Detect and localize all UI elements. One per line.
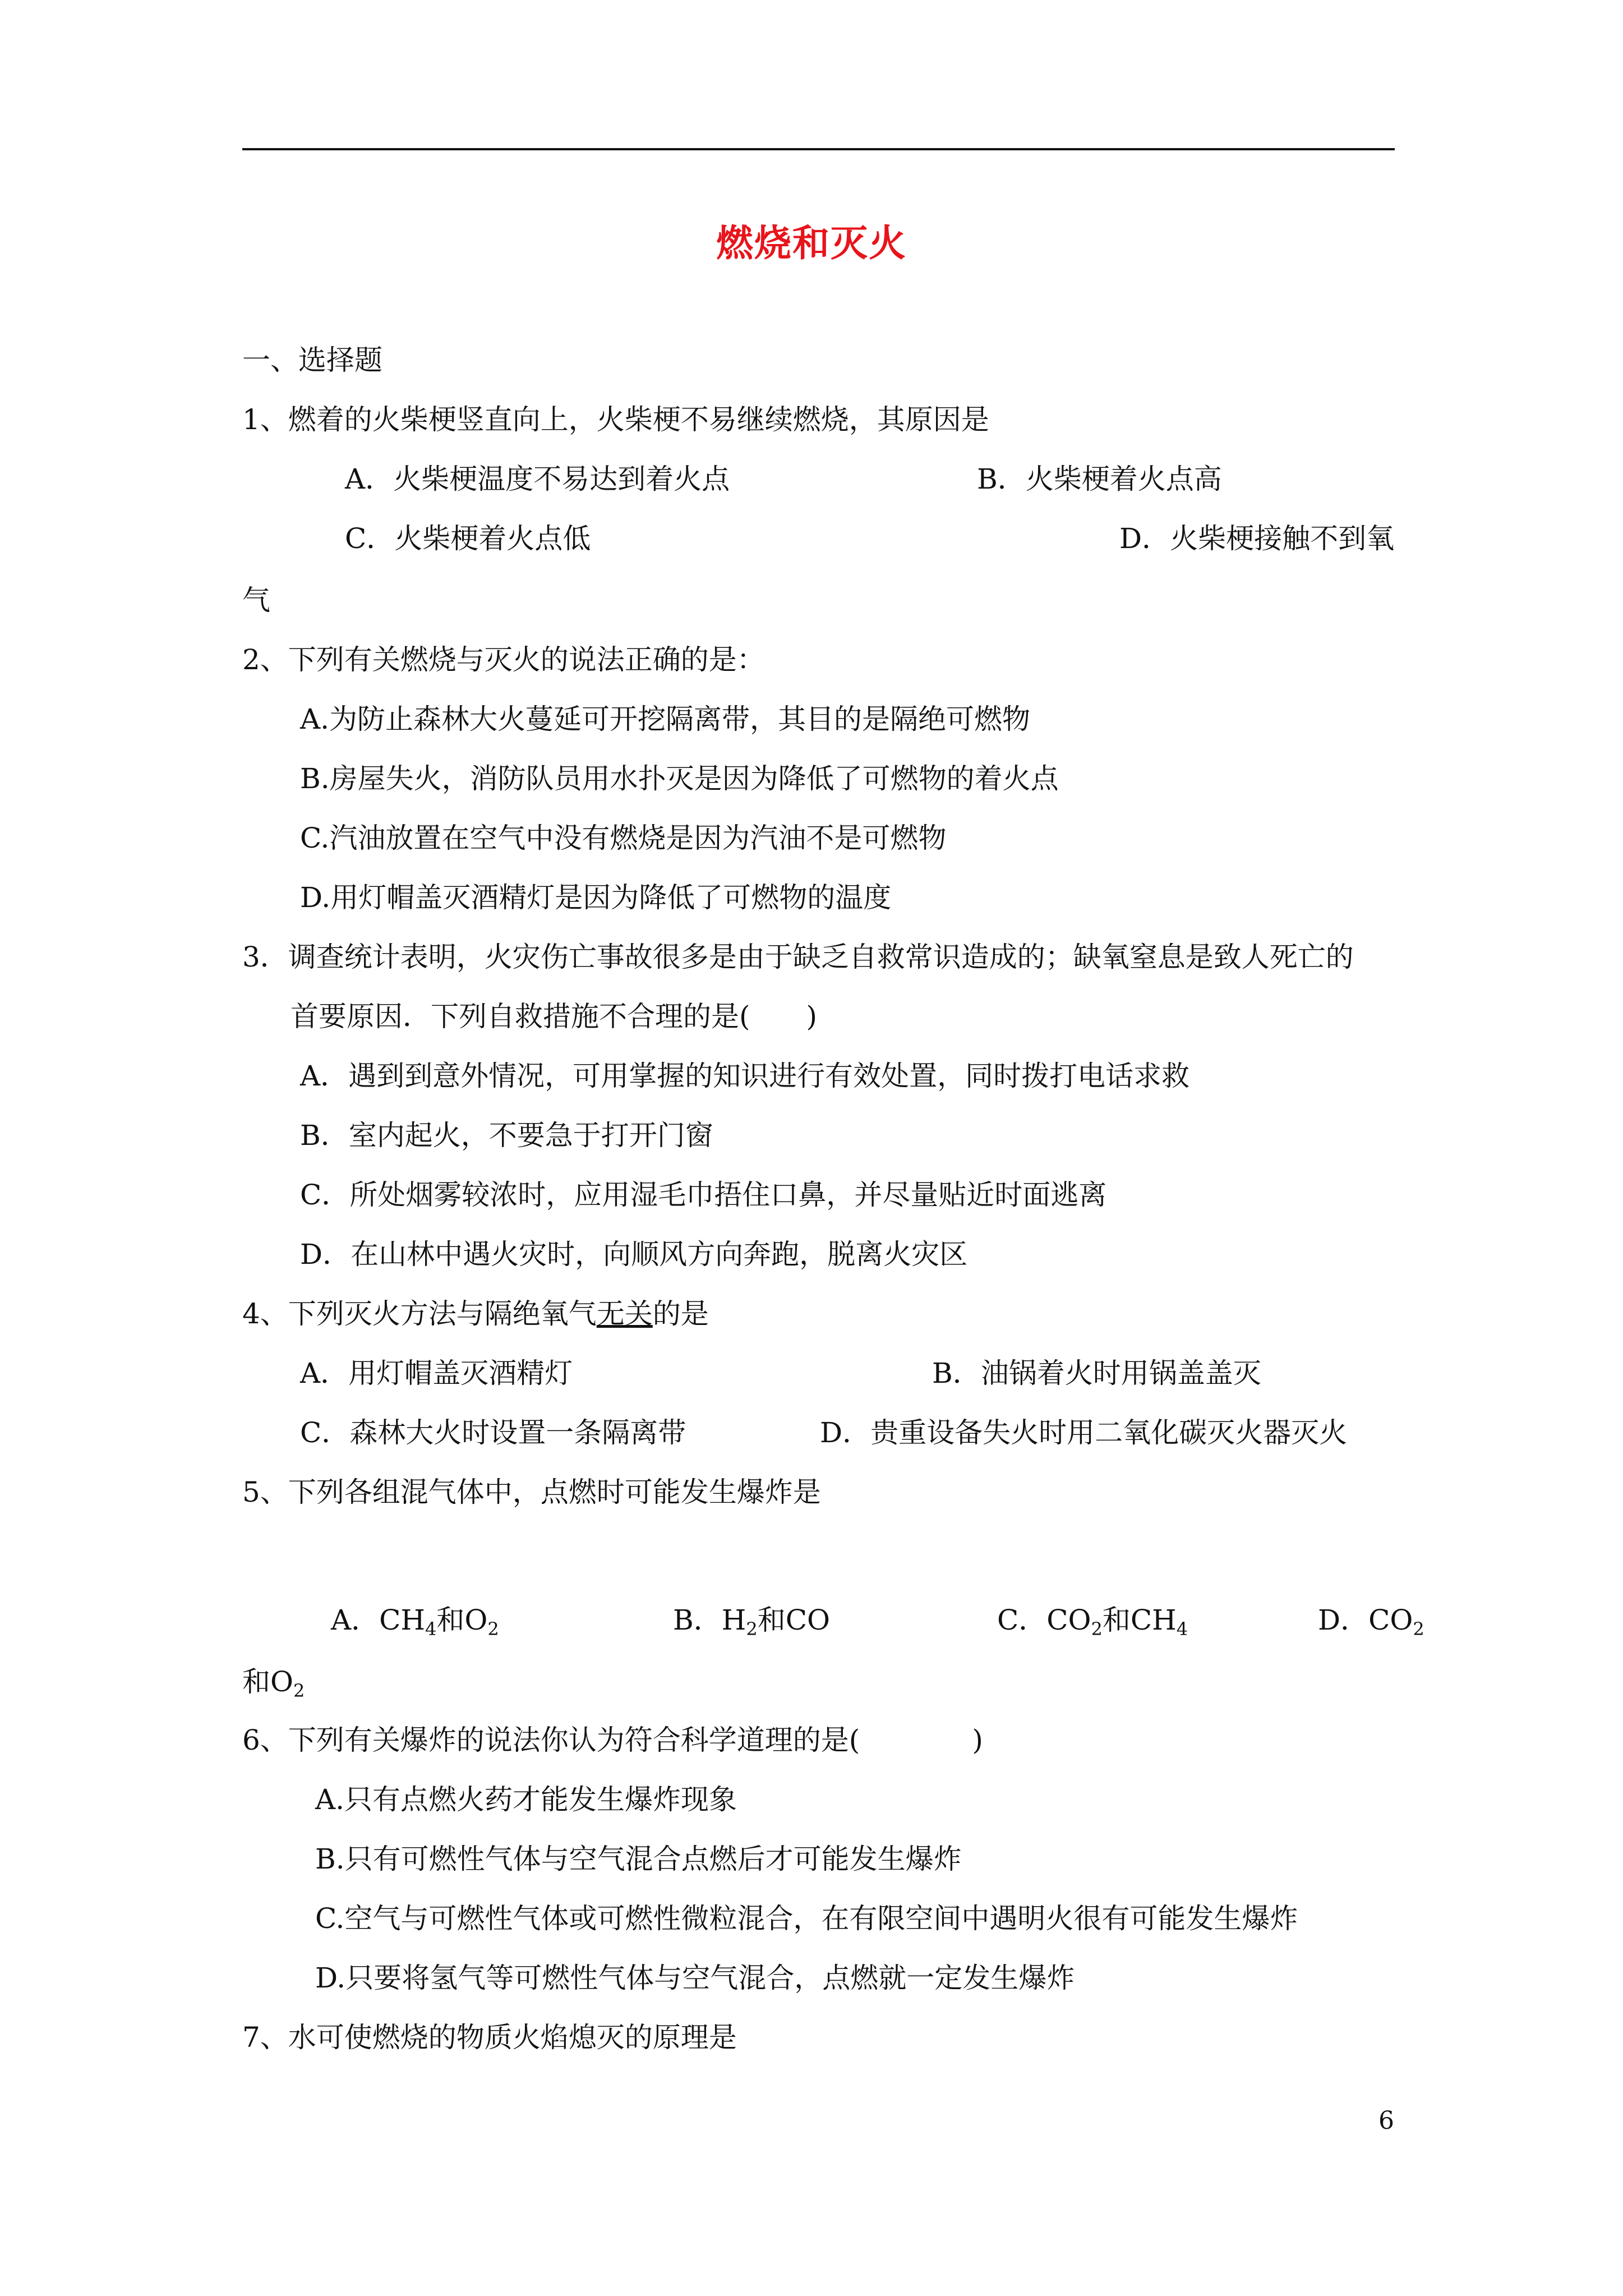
conjunction: 和	[242, 1665, 270, 1698]
question-5-option-d-overflow	[242, 1665, 305, 1699]
question-4-option-d: D．贵重设备失火时用二氧化碳灭火器灭火	[820, 1416, 1348, 1449]
question-2-option-b: B.房屋失火，消防队员用水扑灭是因为降低了可燃物的着火点	[300, 762, 1059, 795]
formula-part: CH	[1130, 1604, 1177, 1636]
formula-subscript: 2	[293, 1680, 305, 1701]
question-3-option-b: B．室内起火，不要急于打开门窗	[300, 1119, 713, 1152]
question-6-option-b: B.只有可燃性气体与空气混合点燃后才可能发生爆炸	[315, 1843, 962, 1875]
conjunction: 和	[757, 1604, 786, 1636]
question-7-stem: 7、水可使燃烧的物质火焰熄灭的原理是	[242, 2021, 737, 2054]
option-label: D．	[1318, 1604, 1369, 1636]
formula-part: CO	[1046, 1604, 1091, 1636]
question-4-stem-underlined: 无关	[596, 1297, 653, 1330]
question-3-option-d: D．在山林中遇火灾时，向顺风方向奔跑，脱离火灾区	[300, 1238, 968, 1271]
question-5-option-c	[997, 1603, 1188, 1640]
formula-subscript: 2	[746, 1618, 758, 1640]
formula-part: CO	[785, 1604, 830, 1636]
question-4-option-b: B．油锅着火时用锅盖盖灭	[932, 1357, 1261, 1389]
section-heading: 一、选择题	[242, 344, 382, 376]
page-number: 6	[1378, 2106, 1394, 2135]
question-6-option-d: D.只要将氢气等可燃性气体与空气混合，点燃就一定发生爆炸	[315, 1962, 1075, 1994]
formula-part: O	[464, 1604, 488, 1636]
formula-part: CH	[379, 1604, 425, 1636]
option-label: C．	[997, 1604, 1047, 1636]
question-1-option-a: A．火柴梗温度不易达到着火点	[345, 463, 730, 495]
question-5-option-a	[331, 1603, 499, 1640]
question-2-option-c: C.汽油放置在空气中没有燃烧是因为汽油不是可燃物	[300, 822, 947, 854]
formula-subscript: 4	[1176, 1618, 1188, 1640]
question-5-stem: 5、下列各组混气体中，点燃时可能发生爆炸是	[242, 1476, 821, 1508]
question-1-option-d: D．火柴梗接触不到氧	[1119, 522, 1395, 555]
conjunction: 和	[1102, 1604, 1131, 1636]
option-label: A．	[331, 1604, 380, 1636]
question-4-stem-before: 4、下列灭火方法与隔绝氧气	[242, 1297, 597, 1330]
question-1-option-b: B．火柴梗着火点高	[977, 463, 1222, 495]
question-2-option-a: A.为防止森林大火蔓延可开挖隔离带，其目的是隔绝可燃物	[300, 703, 1031, 735]
header-rule	[242, 148, 1395, 150]
question-4-stem	[242, 1297, 709, 1331]
formula-subscript: 2	[1413, 1618, 1424, 1640]
question-5-option-d	[1318, 1603, 1424, 1640]
formula-subscript: 2	[1091, 1618, 1103, 1640]
formula-subscript: 4	[425, 1618, 437, 1640]
question-6-option-c: C.空气与可燃性气体或可燃性微粒混合，在有限空间中遇明火很有可能发生爆炸	[315, 1902, 1298, 1935]
question-1-option-c: C．火柴梗着火点低	[345, 522, 591, 555]
question-2-stem: 2、下列有关燃烧与灭火的说法正确的是：	[242, 643, 765, 676]
formula-part: O	[270, 1665, 293, 1698]
formula-subscript: 2	[487, 1618, 499, 1640]
question-3-option-a: A．遇到到意外情况，可用掌握的知识进行有效处置，同时拨打电话求救	[300, 1060, 1190, 1092]
page-title: 燃烧和灭火	[716, 221, 907, 265]
conjunction: 和	[436, 1604, 465, 1636]
question-3-option-c: C．所处烟雾较浓时，应用湿毛巾捂住口鼻，并尽量贴近时面逃离	[300, 1179, 1107, 1211]
question-1-stem: 1、燃着的火柴梗竖直向上，火柴梗不易继续燃烧，其原因是	[242, 403, 989, 436]
question-6-option-a: A.只有点燃火药才能发生爆炸现象	[315, 1783, 737, 1816]
question-1-option-d-overflow: 气	[242, 584, 270, 616]
formula-part: CO	[1368, 1604, 1413, 1636]
formula-part: H	[721, 1604, 746, 1636]
question-4-stem-after: 的是	[652, 1297, 709, 1330]
question-3-stem: 3．调查统计表明，火灾伤亡事故很多是由于缺乏自救常识造成的；缺氧窒息是致人死亡的	[242, 941, 1354, 973]
option-label: B．	[673, 1604, 722, 1636]
question-6-stem: 6、下列有关爆炸的说法你认为符合科学道理的是( )	[242, 1724, 983, 1756]
question-3-stem-continued: 首要原因．下列自救措施不合理的是( )	[291, 1000, 818, 1033]
question-4-option-c: C．森林大火时设置一条隔离带	[300, 1416, 686, 1449]
question-4-option-a: A．用灯帽盖灭酒精灯	[300, 1357, 573, 1389]
question-5-option-b	[673, 1603, 830, 1640]
question-2-option-d: D.用灯帽盖灭酒精灯是因为降低了可燃物的温度	[300, 881, 892, 914]
